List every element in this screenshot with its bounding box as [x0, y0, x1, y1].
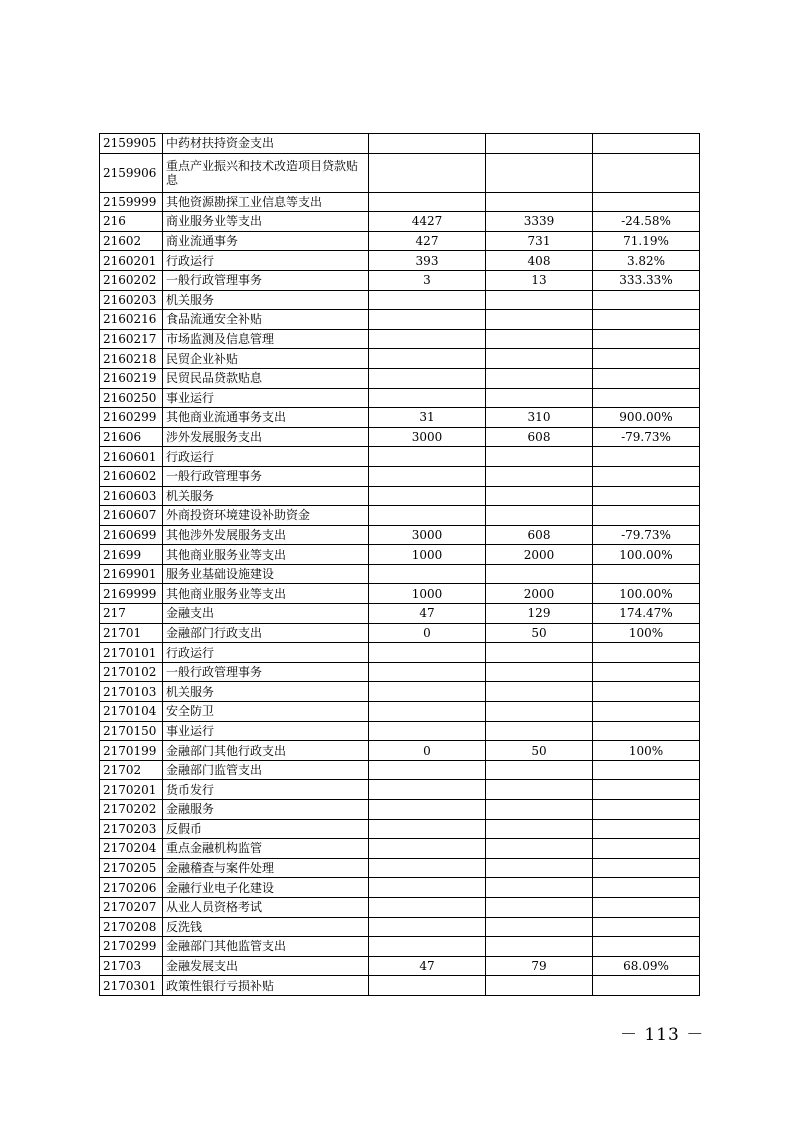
value1-cell: 31 — [369, 408, 486, 428]
table-row — [100, 858, 700, 878]
code-cell: 2170201 — [100, 780, 163, 800]
percent-cell: 100.00% — [593, 545, 700, 565]
code-cell: 2160203 — [100, 290, 163, 310]
percent-cell — [593, 662, 700, 682]
name-cell: 金融稽查与案件处理 — [163, 858, 369, 878]
code-cell: 21699 — [100, 545, 163, 565]
name-cell: 其他商业流通事务支出 — [163, 408, 369, 428]
name-cell: 事业运行 — [163, 388, 369, 408]
value2-cell — [486, 506, 593, 526]
code-cell: 2159999 — [100, 192, 163, 212]
value2-cell — [486, 858, 593, 878]
value1-cell — [369, 917, 486, 937]
value1-cell — [369, 153, 486, 192]
code-cell: 2169999 — [100, 584, 163, 604]
name-cell: 民贸企业补贴 — [163, 349, 369, 369]
percent-cell — [593, 466, 700, 486]
percent-cell — [593, 702, 700, 722]
percent-cell — [593, 310, 700, 330]
code-cell: 2159906 — [100, 153, 163, 192]
value2-cell — [486, 643, 593, 663]
name-cell: 市场监测及信息管理 — [163, 329, 369, 349]
value2-cell: 310 — [486, 408, 593, 428]
percent-cell — [593, 839, 700, 859]
name-cell: 金融部门行政支出 — [163, 623, 369, 643]
table-row — [100, 584, 700, 604]
value2-cell — [486, 466, 593, 486]
value2-cell — [486, 760, 593, 780]
value1-cell: 3000 — [369, 525, 486, 545]
percent-cell: -79.73% — [593, 525, 700, 545]
value2-cell: 2000 — [486, 584, 593, 604]
value1-cell: 393 — [369, 251, 486, 271]
percent-cell — [593, 329, 700, 349]
code-cell: 2170101 — [100, 643, 163, 663]
name-cell: 商业流通事务 — [163, 231, 369, 251]
value1-cell — [369, 662, 486, 682]
value2-cell — [486, 290, 593, 310]
code-cell: 2170199 — [100, 741, 163, 761]
code-cell: 2170204 — [100, 839, 163, 859]
percent-cell — [593, 858, 700, 878]
table-row — [100, 192, 700, 212]
value1-cell — [369, 329, 486, 349]
name-cell: 金融服务 — [163, 800, 369, 820]
code-cell: 2160699 — [100, 525, 163, 545]
name-cell: 商业服务业等支出 — [163, 212, 369, 232]
name-cell: 反洗钱 — [163, 917, 369, 937]
value1-cell — [369, 897, 486, 917]
value1-cell — [369, 486, 486, 506]
table-row — [100, 231, 700, 251]
percent-cell: 174.47% — [593, 604, 700, 624]
code-cell: 2160217 — [100, 329, 163, 349]
name-cell: 从业人员资格考试 — [163, 897, 369, 917]
percent-cell: 3.82% — [593, 251, 700, 271]
value2-cell — [486, 702, 593, 722]
table-row — [100, 721, 700, 741]
table-row — [100, 741, 700, 761]
name-cell: 反假币 — [163, 819, 369, 839]
code-cell: 2170104 — [100, 702, 163, 722]
percent-cell — [593, 564, 700, 584]
table-row — [100, 349, 700, 369]
name-cell: 政策性银行亏损补贴 — [163, 976, 369, 996]
table-row — [100, 878, 700, 898]
table-row — [100, 466, 700, 486]
code-cell: 2160602 — [100, 466, 163, 486]
value2-cell — [486, 976, 593, 996]
value2-cell — [486, 564, 593, 584]
value1-cell — [369, 800, 486, 820]
code-cell: 2170301 — [100, 976, 163, 996]
budget-table-body — [100, 134, 700, 996]
table-row — [100, 623, 700, 643]
value1-cell — [369, 564, 486, 584]
table-row — [100, 310, 700, 330]
table-row — [100, 976, 700, 996]
value1-cell: 47 — [369, 956, 486, 976]
code-cell: 2170102 — [100, 662, 163, 682]
code-cell: 2170203 — [100, 819, 163, 839]
percent-cell: 100.00% — [593, 584, 700, 604]
code-cell: 21602 — [100, 231, 163, 251]
table-row — [100, 251, 700, 271]
value2-cell — [486, 388, 593, 408]
name-cell: 其他涉外发展服务支出 — [163, 525, 369, 545]
name-cell: 其他商业服务业等支出 — [163, 545, 369, 565]
percent-cell: 333.33% — [593, 270, 700, 290]
percent-cell — [593, 643, 700, 663]
name-cell: 行政运行 — [163, 643, 369, 663]
value2-cell — [486, 134, 593, 154]
value2-cell — [486, 721, 593, 741]
value2-cell: 731 — [486, 231, 593, 251]
value2-cell — [486, 682, 593, 702]
value1-cell — [369, 682, 486, 702]
page-number: － 113 － — [620, 1025, 705, 1045]
value1-cell — [369, 310, 486, 330]
table-row — [100, 956, 700, 976]
name-cell: 金融部门监管支出 — [163, 760, 369, 780]
name-cell: 其他资源勘探工业信息等支出 — [163, 192, 369, 212]
value1-cell — [369, 937, 486, 957]
value2-cell: 608 — [486, 525, 593, 545]
value1-cell: 47 — [369, 604, 486, 624]
code-cell: 2159905 — [100, 134, 163, 154]
value1-cell — [369, 721, 486, 741]
percent-cell — [593, 447, 700, 467]
table-row — [100, 564, 700, 584]
table-row — [100, 937, 700, 957]
value2-cell — [486, 780, 593, 800]
value1-cell — [369, 976, 486, 996]
name-cell: 一般行政管理事务 — [163, 270, 369, 290]
name-cell: 重点金融机构监管 — [163, 839, 369, 859]
value1-cell: 1000 — [369, 584, 486, 604]
name-cell: 机关服务 — [163, 486, 369, 506]
table-row — [100, 427, 700, 447]
percent-cell — [593, 192, 700, 212]
value2-cell — [486, 368, 593, 388]
table-row — [100, 153, 700, 192]
table-row — [100, 368, 700, 388]
table-row — [100, 545, 700, 565]
value2-cell — [486, 153, 593, 192]
code-cell: 2160603 — [100, 486, 163, 506]
code-cell: 21702 — [100, 760, 163, 780]
table-row — [100, 897, 700, 917]
value1-cell — [369, 290, 486, 310]
value2-cell — [486, 662, 593, 682]
percent-cell — [593, 506, 700, 526]
value1-cell — [369, 447, 486, 467]
code-cell: 2160201 — [100, 251, 163, 271]
name-cell: 金融部门其他监管支出 — [163, 937, 369, 957]
name-cell: 行政运行 — [163, 447, 369, 467]
percent-cell: 100% — [593, 623, 700, 643]
name-cell: 其他商业服务业等支出 — [163, 584, 369, 604]
value2-cell: 2000 — [486, 545, 593, 565]
code-cell: 2160202 — [100, 270, 163, 290]
percent-cell — [593, 917, 700, 937]
percent-cell — [593, 976, 700, 996]
name-cell: 金融支出 — [163, 604, 369, 624]
name-cell: 食品流通安全补贴 — [163, 310, 369, 330]
code-cell: 2160216 — [100, 310, 163, 330]
code-cell: 2160299 — [100, 408, 163, 428]
table-row — [100, 917, 700, 937]
table-row — [100, 408, 700, 428]
value1-cell — [369, 192, 486, 212]
value1-cell: 1000 — [369, 545, 486, 565]
percent-cell — [593, 134, 700, 154]
table-row — [100, 819, 700, 839]
name-cell: 金融部门其他行政支出 — [163, 741, 369, 761]
value1-cell: 0 — [369, 623, 486, 643]
value2-cell — [486, 310, 593, 330]
table-row — [100, 212, 700, 232]
code-cell: 2160218 — [100, 349, 163, 369]
code-cell: 21701 — [100, 623, 163, 643]
value2-cell: 608 — [486, 427, 593, 447]
table-row — [100, 447, 700, 467]
code-cell: 2170103 — [100, 682, 163, 702]
code-cell: 2170208 — [100, 917, 163, 937]
table-row — [100, 800, 700, 820]
value1-cell — [369, 760, 486, 780]
value2-cell: 129 — [486, 604, 593, 624]
name-cell: 一般行政管理事务 — [163, 466, 369, 486]
name-cell: 服务业基础设施建设 — [163, 564, 369, 584]
table-row — [100, 525, 700, 545]
name-cell: 金融行业电子化建设 — [163, 878, 369, 898]
table-row — [100, 134, 700, 154]
table-row — [100, 290, 700, 310]
value1-cell — [369, 780, 486, 800]
value2-cell: 79 — [486, 956, 593, 976]
percent-cell — [593, 721, 700, 741]
code-cell: 21606 — [100, 427, 163, 447]
value2-cell — [486, 897, 593, 917]
value1-cell — [369, 368, 486, 388]
percent-cell: 71.19% — [593, 231, 700, 251]
name-cell: 行政运行 — [163, 251, 369, 271]
code-cell: 2170206 — [100, 878, 163, 898]
value1-cell — [369, 878, 486, 898]
percent-cell — [593, 388, 700, 408]
table-row — [100, 604, 700, 624]
table-row — [100, 329, 700, 349]
name-cell: 事业运行 — [163, 721, 369, 741]
value2-cell — [486, 447, 593, 467]
percent-cell — [593, 897, 700, 917]
value2-cell — [486, 192, 593, 212]
percent-cell — [593, 878, 700, 898]
name-cell: 安全防卫 — [163, 702, 369, 722]
table-row — [100, 643, 700, 663]
value2-cell: 50 — [486, 741, 593, 761]
percent-cell — [593, 780, 700, 800]
name-cell: 机关服务 — [163, 682, 369, 702]
value2-cell — [486, 839, 593, 859]
percent-cell — [593, 290, 700, 310]
percent-cell — [593, 937, 700, 957]
name-cell: 民贸民品贷款贴息 — [163, 368, 369, 388]
table-row — [100, 270, 700, 290]
value2-cell: 408 — [486, 251, 593, 271]
value1-cell: 3000 — [369, 427, 486, 447]
name-cell: 一般行政管理事务 — [163, 662, 369, 682]
percent-cell: -79.73% — [593, 427, 700, 447]
percent-cell — [593, 368, 700, 388]
value2-cell — [486, 937, 593, 957]
value1-cell: 4427 — [369, 212, 486, 232]
percent-cell — [593, 682, 700, 702]
name-cell: 重点产业振兴和技术改造项目贷款贴息 — [163, 153, 369, 192]
value1-cell — [369, 643, 486, 663]
value2-cell: 3339 — [486, 212, 593, 232]
percent-cell: 100% — [593, 741, 700, 761]
percent-cell: 68.09% — [593, 956, 700, 976]
percent-cell: -24.58% — [593, 212, 700, 232]
code-cell: 2169901 — [100, 564, 163, 584]
percent-cell — [593, 760, 700, 780]
value1-cell — [369, 466, 486, 486]
name-cell: 金融发展支出 — [163, 956, 369, 976]
value2-cell: 13 — [486, 270, 593, 290]
percent-cell — [593, 153, 700, 192]
value1-cell — [369, 134, 486, 154]
name-cell: 外商投资环境建设补助资金 — [163, 506, 369, 526]
value1-cell: 0 — [369, 741, 486, 761]
table-row — [100, 682, 700, 702]
table-row — [100, 486, 700, 506]
code-cell: 2170205 — [100, 858, 163, 878]
table-row — [100, 662, 700, 682]
value1-cell — [369, 388, 486, 408]
value2-cell: 50 — [486, 623, 593, 643]
name-cell: 机关服务 — [163, 290, 369, 310]
value1-cell — [369, 506, 486, 526]
value1-cell — [369, 819, 486, 839]
percent-cell — [593, 819, 700, 839]
code-cell: 217 — [100, 604, 163, 624]
percent-cell — [593, 800, 700, 820]
table-row — [100, 388, 700, 408]
name-cell: 货币发行 — [163, 780, 369, 800]
percent-cell — [593, 486, 700, 506]
code-cell: 216 — [100, 212, 163, 232]
value1-cell: 427 — [369, 231, 486, 251]
percent-cell — [593, 349, 700, 369]
value1-cell — [369, 349, 486, 369]
value1-cell: 3 — [369, 270, 486, 290]
name-cell: 中药材扶持资金支出 — [163, 134, 369, 154]
code-cell: 2170299 — [100, 937, 163, 957]
code-cell: 2170207 — [100, 897, 163, 917]
table-row — [100, 506, 700, 526]
value2-cell — [486, 878, 593, 898]
name-cell: 涉外发展服务支出 — [163, 427, 369, 447]
code-cell: 2160607 — [100, 506, 163, 526]
value2-cell — [486, 819, 593, 839]
table-row — [100, 702, 700, 722]
value1-cell — [369, 702, 486, 722]
percent-cell: 900.00% — [593, 408, 700, 428]
table-row — [100, 839, 700, 859]
table-row — [100, 780, 700, 800]
code-cell: 2170150 — [100, 721, 163, 741]
budget-table — [99, 133, 700, 996]
code-cell: 2160601 — [100, 447, 163, 467]
value1-cell — [369, 839, 486, 859]
value1-cell — [369, 858, 486, 878]
code-cell: 2160219 — [100, 368, 163, 388]
value2-cell — [486, 349, 593, 369]
code-cell: 21703 — [100, 956, 163, 976]
value2-cell — [486, 917, 593, 937]
value2-cell — [486, 329, 593, 349]
code-cell: 2170202 — [100, 800, 163, 820]
value2-cell — [486, 486, 593, 506]
table-row — [100, 760, 700, 780]
value2-cell — [486, 800, 593, 820]
code-cell: 2160250 — [100, 388, 163, 408]
